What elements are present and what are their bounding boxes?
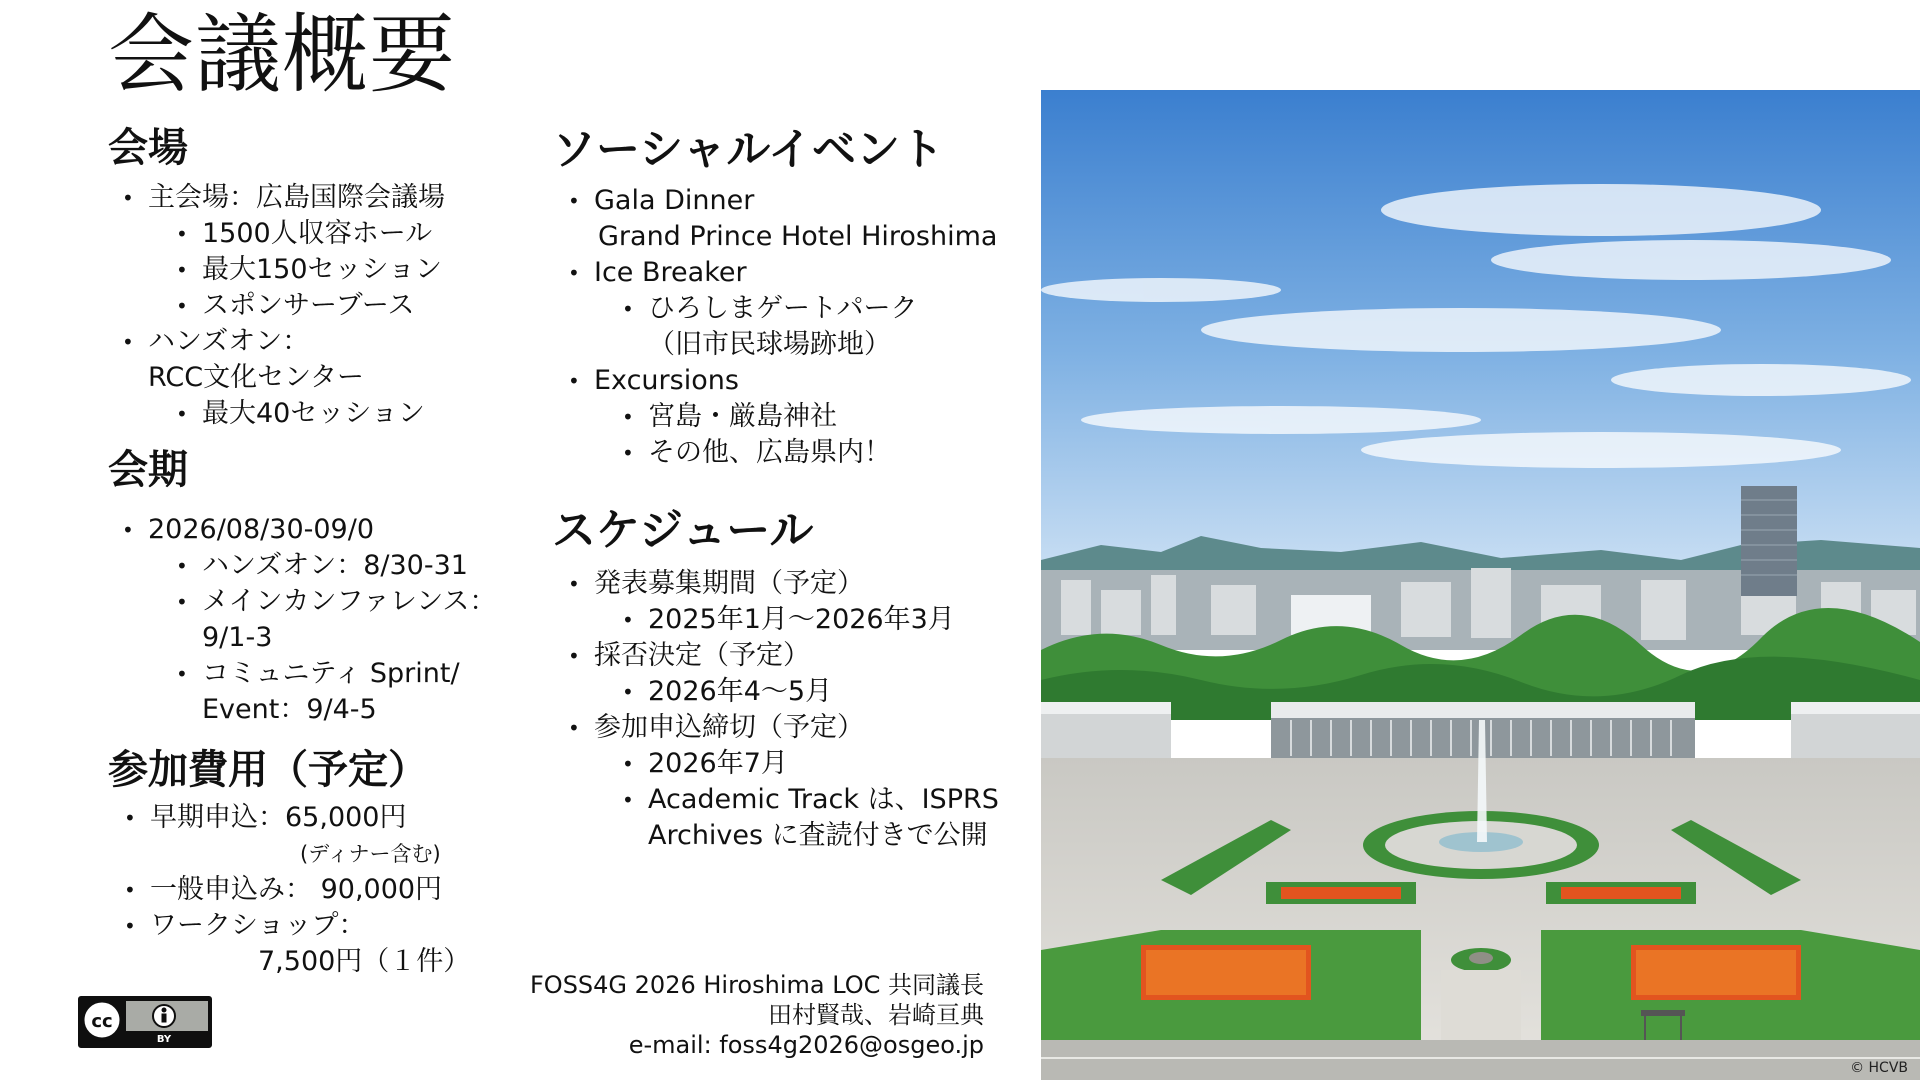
list-item: • 一般申込み： 90,000円: [122, 872, 528, 908]
academic-track-line2: Archives に査読付きで公開: [648, 819, 988, 851]
fees-list: [122, 800, 528, 980]
ice-breaker-label: Ice Breaker: [594, 256, 747, 288]
gala-label: • Gala Dinner: [594, 184, 755, 216]
decision-label: 採否決定（予定）: [594, 639, 810, 671]
excursions-label: Excursions: [594, 364, 739, 396]
main-conference-label: • メインカンファレンス：: [202, 586, 497, 617]
handson-label: • ハンズオン：: [148, 326, 310, 357]
venue-main-label: 主会場：広島国際会議場: [148, 182, 445, 213]
list-item: • 最大40セッション: [174, 396, 528, 432]
cc-text: cc: [91, 1011, 113, 1032]
footer-email[interactable]: e-mail: foss4g2026@osgeo.jp: [628, 1031, 984, 1059]
footer-chairs-title: FOSS4G 2026 Hiroshima LOC 共同議長: [530, 971, 984, 999]
list-item: • 1500人収容ホール: [174, 216, 528, 252]
list-item: [120, 512, 528, 728]
ice-breaker-venue-note: （旧市民球場跡地）: [648, 328, 891, 360]
schedule-heading: スケジュール: [552, 504, 814, 556]
registration-label: 参加申込締切（予定）: [594, 711, 864, 743]
list-item: • 2025年1月～2026年3月: [620, 602, 1012, 638]
photo-credit: © HCVB: [1850, 1060, 1908, 1076]
peace-park-illustration: [1041, 90, 1920, 1080]
early-fee: • 早期申込：65,000円: [150, 802, 407, 833]
ice-breaker-venue: • ひろしまゲートパーク: [648, 292, 918, 324]
community-label: • コミュニティ Sprint/: [202, 658, 460, 689]
list-item: • 最大150セッション: [174, 252, 528, 288]
left-column: [108, 124, 528, 980]
venue-heading: 会場: [108, 125, 188, 171]
list-item: [120, 180, 528, 324]
list-item: • その他、広島県内！: [620, 435, 1012, 471]
list-item: [620, 291, 1012, 363]
workshop-label: • ワークショップ：: [150, 910, 366, 941]
community-dates: Event：9/4-5: [202, 694, 377, 725]
list-item: [566, 710, 1012, 854]
middle-column: [552, 124, 1012, 854]
dates-list: [120, 512, 528, 728]
list-item: • スポンサーブース: [174, 288, 528, 324]
list-item: [566, 255, 1012, 363]
list-item: • 2026年7月: [620, 746, 1012, 782]
list-item: [122, 908, 528, 980]
list-item: [566, 638, 1012, 710]
list-item: • 宮島・厳島神社: [620, 399, 1012, 435]
list-item: [620, 782, 1012, 854]
cc-by-license-icon: [78, 996, 212, 1048]
list-item: [120, 324, 528, 432]
venue-list: [120, 180, 528, 432]
footer-chairs-names: 田村賢哉、岩崎亘典: [768, 1001, 984, 1029]
gala-venue: Grand Prince Hotel Hiroshima: [598, 220, 998, 252]
by-text: BY: [156, 1034, 172, 1045]
fees-heading: 参加費用（予定）: [108, 747, 428, 793]
list-item: [566, 566, 1012, 638]
footer-contact: [520, 970, 984, 1060]
call-period-label: 発表募集期間（予定）: [594, 567, 864, 599]
list-item: • 2026年4～5月: [620, 674, 1012, 710]
early-fee-note: (ディナー含む): [300, 842, 441, 866]
list-item: [174, 584, 528, 656]
dates-heading: 会期: [108, 447, 188, 493]
main-conference-dates: 9/1-3: [202, 622, 273, 653]
dates-main: 2026/08/30-09/0: [148, 514, 374, 545]
social-events-heading: ソーシャルイベント: [552, 124, 945, 175]
list-item: [566, 183, 1012, 255]
list-item: • ハンズオン：8/30-31: [174, 548, 528, 584]
academic-track-line1: • Academic Track は、ISPRS: [648, 783, 999, 815]
list-item: [566, 363, 1012, 471]
handson-venue: RCC文化センター: [148, 362, 365, 393]
workshop-fee: 7,500円（１件）: [258, 946, 471, 977]
list-item: [174, 656, 528, 728]
peace-park-photo: [1041, 90, 1920, 1080]
social-list: [566, 183, 1012, 471]
slide-title: 会議概要: [108, 5, 456, 105]
schedule-list: [566, 566, 1012, 854]
cc-by-badge-graphic: [80, 998, 210, 1046]
list-item: [122, 800, 528, 872]
